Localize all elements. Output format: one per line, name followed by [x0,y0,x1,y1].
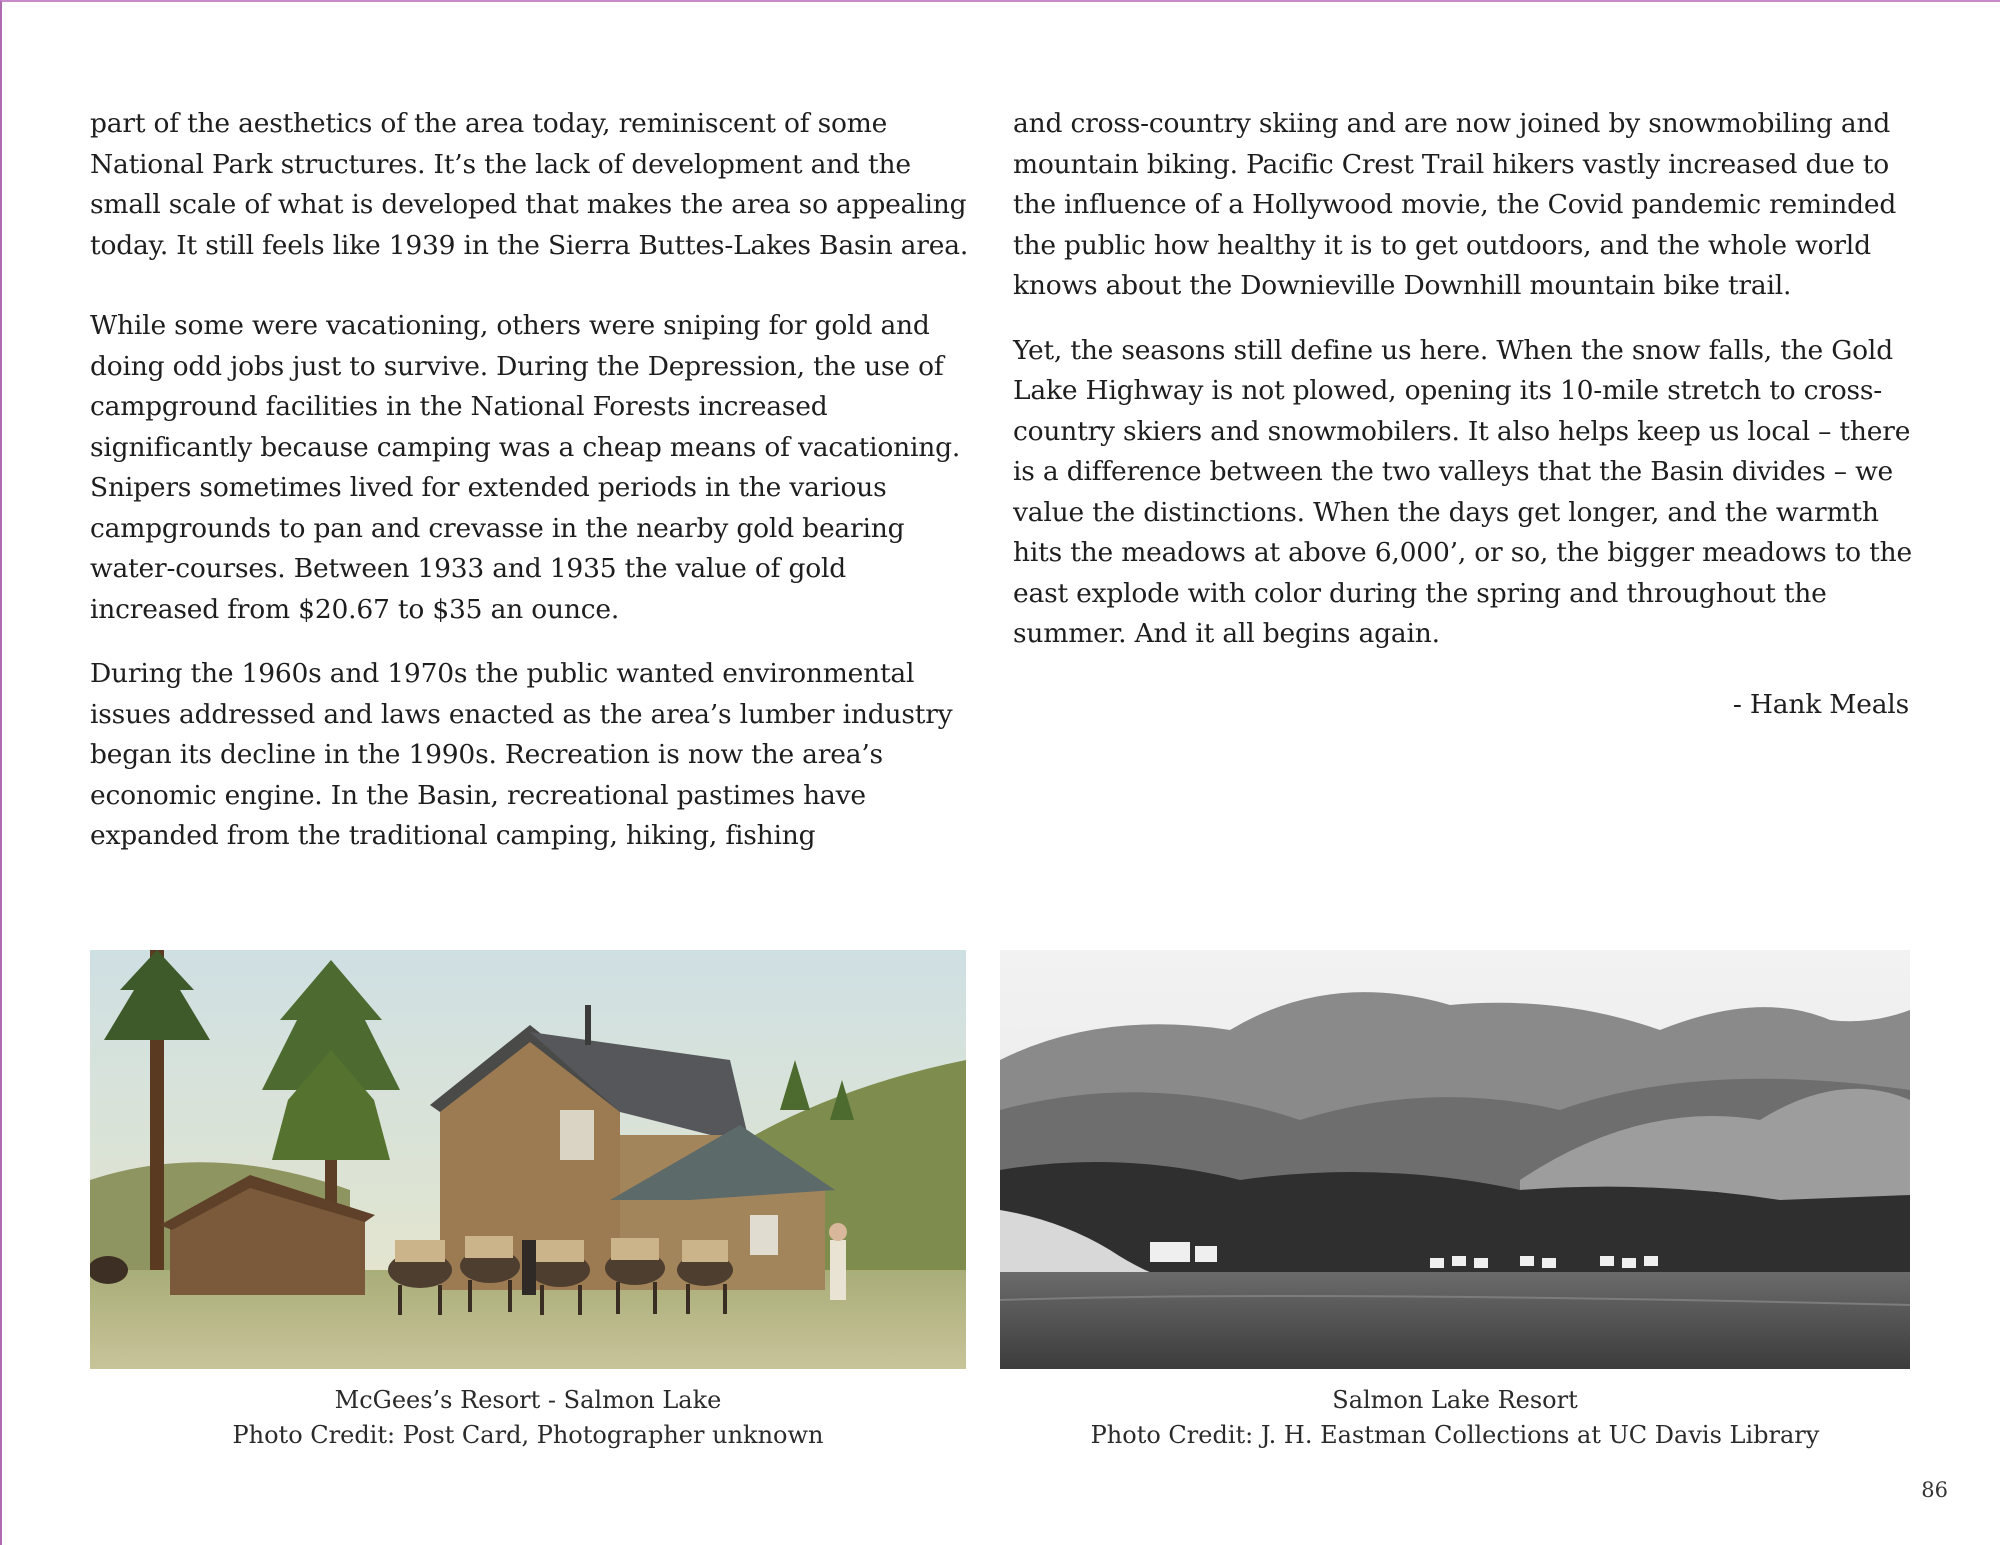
right-caption-title: Salmon Lake Resort [1332,1386,1578,1414]
postcard-illustration [90,950,966,1369]
right-photo-caption [1000,1383,1910,1453]
mcgees-resort-photo [90,950,966,1369]
left-text-column [90,104,970,857]
right-text-column [1013,104,1913,725]
lake-photograph [1000,950,1910,1369]
right-caption-credit: Photo Credit: J. H. Eastman Collections at UC Davis Library [1090,1421,1820,1449]
paragraph-seasons: Yet, the seasons still define us here. When the snow falls, the Gold Lake Highway is not plowed, opening its 10-mile stretch to cross-country skiers and snowmobilers. It also helps keep us local – there is a difference between the two valleys that the Basin divides – we value the distinctions. When the days get longer, and the warmth hits the meadows at above 6,000’, or so, the bigger meadows to the east explode with color during the spring and throughout the summer. And it all begins again. [1013,334,1912,649]
paragraph-recreation: During the 1960s and 1970s the public wanted environmental issues addressed and laws enacted as the area’s lumber industry began its decline in the 1990s. Recreation is now the area’s economic engine. In the Basin, recreational pastimes have expanded from the traditional camping, hiking, fishing [90,658,953,851]
left-caption-credit: Photo Credit: Post Card, Photographer unknown [232,1421,824,1449]
author-signature: - Hank Meals [1732,688,1909,720]
paragraph-skiing: and cross-country skiing and are now joined by snowmobiling and mountain biking. Pacific Crest Trail hikers vastly increased due to the influence of a Hollywood movie, the Covid pandemic reminded the public how healthy it is to get outdoors, and the whole world knows about the Downieville Downhill mountain bike trail. [1013,108,1897,301]
left-photo-caption [90,1383,966,1453]
left-caption-title: McGees’s Resort - Salmon Lake [334,1386,722,1414]
paragraph-aesthetics: part of the aesthetics of the area today, reminiscent of some National Park structures. It’s the lack of development and the small scale of what is developed that makes the area so appealing today. It still feels like 1939 in the Sierra Buttes-Lakes Basin area. [90,108,969,261]
salmon-lake-resort-photo [1000,950,1910,1369]
page-number: 86 [1921,1478,1948,1502]
paragraph-depression: While some were vacationing, others were sniping for gold and doing odd jobs just to survive. During the Depression, the use of campground facilities in the National Forests increased significantly because camping was a cheap means of vacationing. Snipers sometimes lived for extended periods in the various campgrounds to pan and crevasse in the nearby gold bearing water-courses. Between 1933 and 1935 the value of gold increased from $20.67 to $35 an ounce. [90,310,961,625]
